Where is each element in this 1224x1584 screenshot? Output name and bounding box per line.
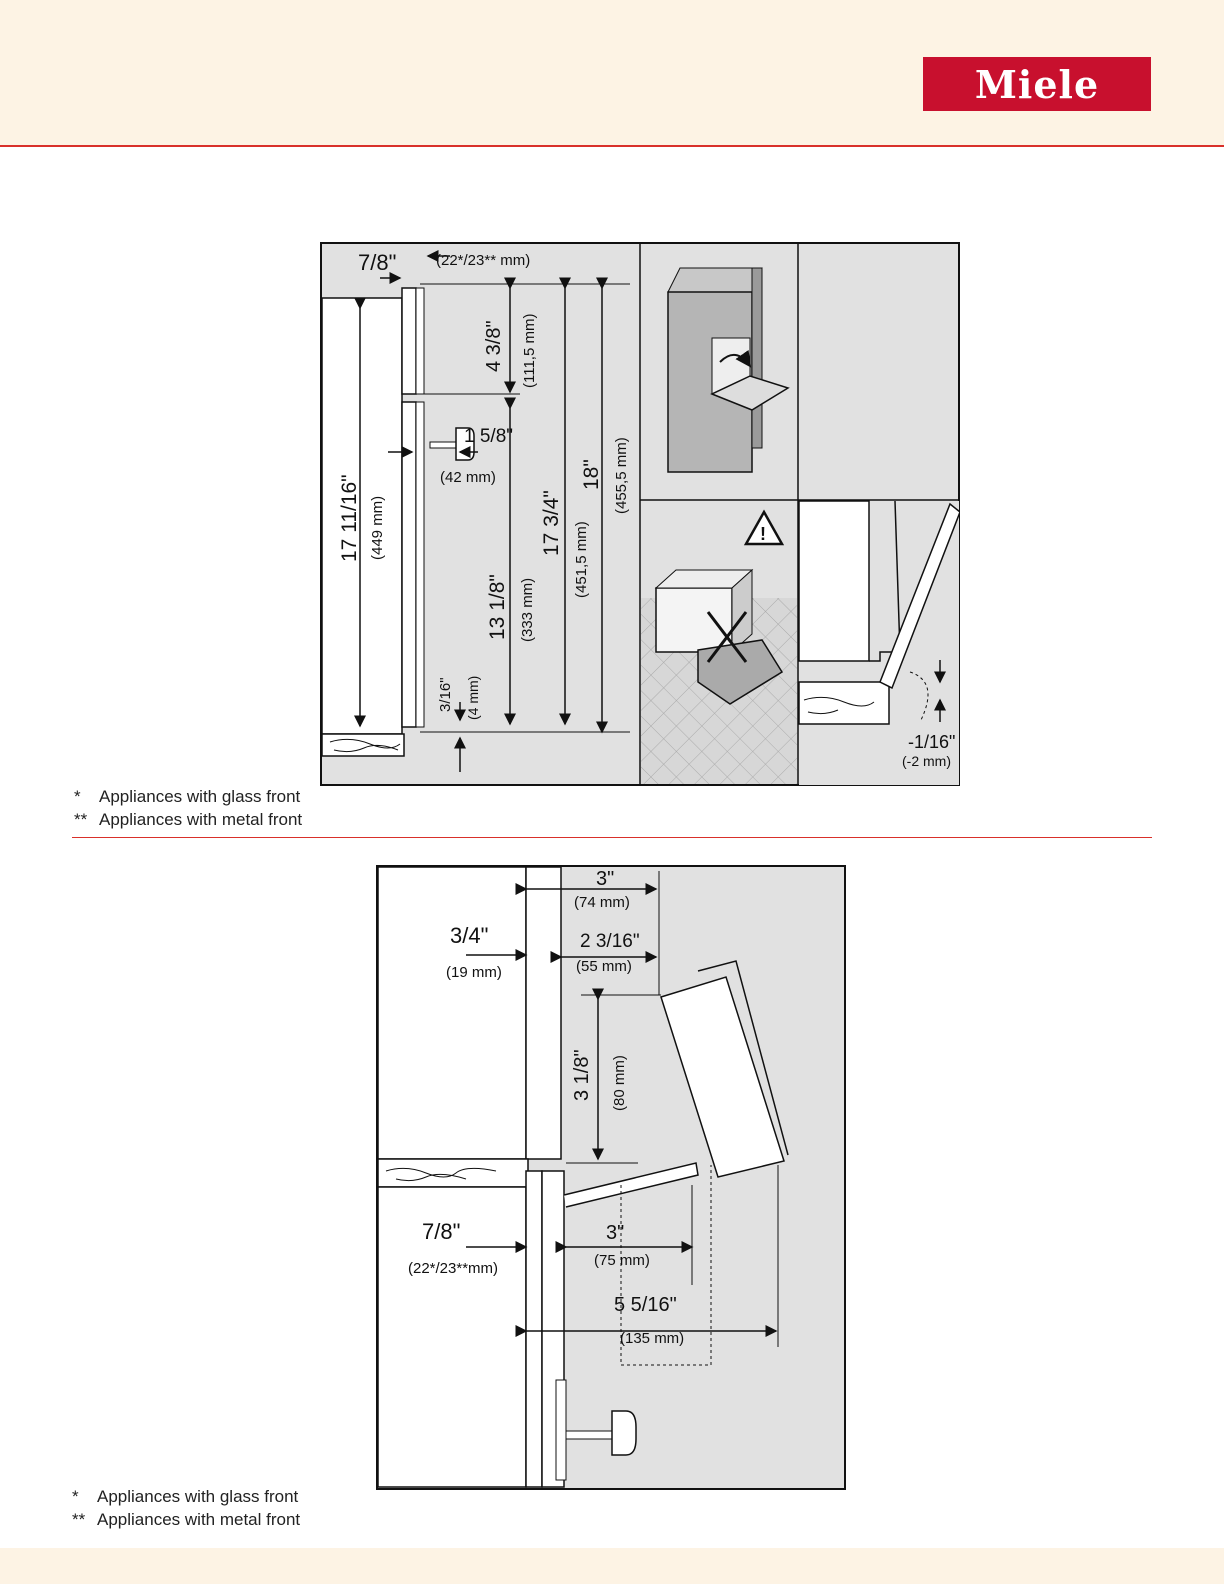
floor-board: [322, 734, 404, 756]
label-total-depth-mm: (135 mm): [620, 1330, 685, 1347]
label-total-depth: 5 5/16": [614, 1294, 677, 1316]
upper-front-panel: [402, 288, 416, 394]
label-top-offset: 7/8": [358, 250, 397, 275]
label-bottom-gap-mm: (4 mm): [465, 675, 481, 720]
footnote-glass-2: * Appliances with glass front: [72, 1487, 299, 1506]
upper-cabinet: [378, 867, 526, 1159]
label-door-swing: 3": [606, 1222, 625, 1244]
label-top-offset-mm: (22*/23** mm): [436, 252, 531, 269]
shelf-board: [378, 1159, 528, 1187]
footnotes-2: [72, 1485, 300, 1531]
label-vertical-mm: (80 mm): [611, 1055, 628, 1111]
label-clear-top-mm: (74 mm): [574, 894, 630, 911]
installation-diagram-2: [376, 865, 846, 1490]
label-lower-height: 13 1/8": [486, 574, 509, 640]
label-lower-height-mm: (333 mm): [519, 577, 536, 642]
logo-text: Miele: [974, 61, 1100, 107]
svg-text:!: !: [760, 524, 766, 544]
label-door-swing-mm: (75 mm): [594, 1252, 650, 1269]
oven-door: [402, 402, 416, 727]
label-knob-depth: 1 5/8": [464, 426, 514, 447]
footnote-metal: ** Appliances with metal front: [74, 810, 303, 829]
lower-knob: [612, 1411, 636, 1455]
label-knob-depth-mm: (42 mm): [440, 469, 496, 486]
cabinet-side: [322, 298, 402, 734]
label-front-offset: 7/8": [422, 1219, 461, 1244]
footnotes-1: [74, 785, 302, 831]
label-panel-thickness: 3/4": [450, 923, 489, 948]
label-gap-top-mm: (55 mm): [576, 958, 632, 975]
label-opening-height: 17 11/16": [338, 474, 361, 562]
label-vertical: 3 1/8": [571, 1049, 593, 1101]
miele-logo: [923, 57, 1151, 111]
label-tilt-offset: -1/16": [908, 732, 956, 752]
label-panel-thickness-mm: (19 mm): [446, 964, 502, 981]
label-mid-height: 17 3/4": [540, 490, 563, 556]
header-divider: [0, 145, 1224, 147]
label-gap-top: 2 3/16": [580, 931, 640, 952]
label-front-offset-mm: (22*/23**mm): [408, 1260, 499, 1277]
footnote-glass: * Appliances with glass front: [74, 787, 301, 806]
section-divider: [72, 837, 1152, 838]
label-mid-height-mm: (451,5 mm): [573, 521, 590, 598]
label-top-gap-mm: (111,5 mm): [521, 313, 538, 388]
label-top-gap: 4 3/8": [483, 320, 505, 372]
label-full-height: 18": [580, 459, 603, 490]
footnote-metal-2: ** Appliances with metal front: [72, 1510, 301, 1529]
label-full-height-mm: (455,5 mm): [613, 437, 630, 514]
diagram-2-svg: [376, 865, 846, 1490]
diagram-1-svg: [320, 242, 960, 786]
label-opening-height-mm: (449 mm): [369, 495, 386, 560]
upper-panel: [526, 867, 561, 1159]
label-bottom-gap: 3/16": [437, 677, 454, 712]
oven-front: [526, 1171, 542, 1487]
installation-diagram-1: [320, 242, 960, 786]
label-tilt-offset-mm: (-2 mm): [902, 753, 951, 769]
page-footer: [0, 1548, 1224, 1584]
label-clear-top: 3": [596, 868, 615, 890]
